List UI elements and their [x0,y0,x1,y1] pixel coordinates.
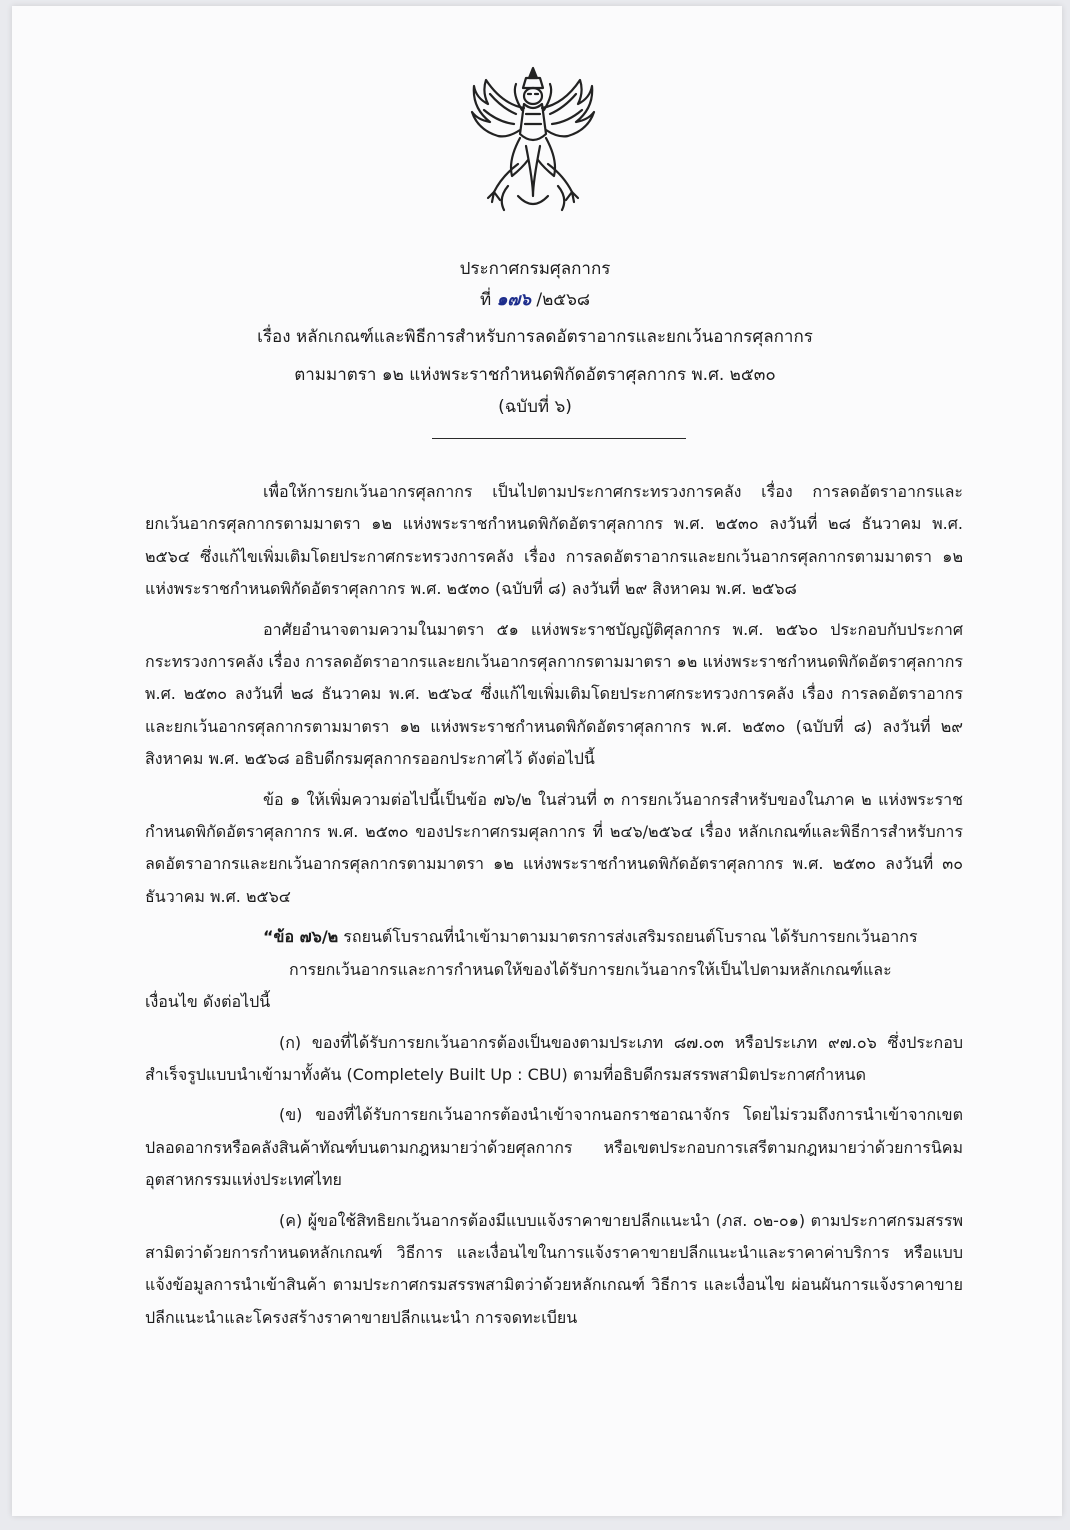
garuda-emblem-icon [468,64,598,214]
clause-76-2-heading: “ข้อ ๗๖/๒ [263,927,339,947]
document-body [145,476,963,1342]
item-a: (ก) ของที่ได้รับการยกเว้นอากรต้องเป็นของตามประเภท ๘๗.๐๓ หรือประเภท ๙๗.๐๖ ซึ่งประกอบสำเร็จรูปแบบนำเข้ามาทั้งคัน (Completely Built Up : CBU) ตามที่อธิบดีกรมสรรพสามิตประกาศกำหนด [145,1032,963,1084]
handwritten-number: ๑๗๖ [496,290,531,310]
paragraph-authority: อาศัยอำนาจตามความในมาตรา ๕๑ แห่งพระราชบัญญัติศุลกากร พ.ศ. ๒๕๖๐ ประกอบกับประกาศกระทรวงการคลัง เรื่อง การลดอัตราอากรและยกเว้นอากรศุลกากรตามมาตรา ๑๒ แห่งพระราชกำหนดพิกัดอัตราศุลกากร พ.ศ. ๒๕๓๐ ลงวันที่ ๒๘ ธันวาคม พ.ศ. ๒๕๖๔ ซึ่งแก้ไขเพิ่มเติมโดยประกาศกระทรวงการคลัง เรื่อง การลดอัตราอากรและยกเว้นอากรศุลกากรตามมาตรา ๑๒ แห่งพระราชกำหนดพิกัดอัตราศุลกากร พ.ศ. ๒๕๓๐ (ฉบับที่ ๘) ลงวันที่ ๒๙ สิงหาคม พ.ศ. ๒๕๖๘ อธิบดีกรมศุลกากรออกประกาศไว้ ดังต่อไปนี้ [145,619,963,769]
paragraph-preamble: เพื่อให้การยกเว้นอากรศุลกากร เป็นไปตามประกาศกระทรวงการคลัง เรื่อง การลดอัตราอากรและยกเว้นอากรศุลกากรตามมาตรา ๑๒ แห่งพระราชกำหนดพิกัดอัตราศุลกากร พ.ศ. ๒๕๓๐ ลงวันที่ ๒๘ ธันวาคม พ.ศ. ๒๕๖๔ ซึ่งแก้ไขเพิ่มเติมโดยประกาศกระทรวงการคลัง เรื่อง การลดอัตราอากรและยกเว้นอากรศุลกากรตามมาตรา ๑๒ แห่งพระราชกำหนดพิกัดอัตราศุลกากร พ.ศ. ๒๕๓๐ (ฉบับที่ ๘) ลงวันที่ ๒๙ สิงหาคม พ.ศ. ๒๕๖๘ [145,482,963,599]
edition-label: (ฉบับที่ ๖) [498,397,572,417]
clause-76-2-line-3: เงื่อนไข ดังต่อไปนี้ [145,992,271,1012]
paragraph-clause-1: ข้อ ๑ ให้เพิ่มความต่อไปนี้เป็นข้อ ๗๖/๒ ในส่วนที่ ๓ การยกเว้นอากรสำหรับของในภาค ๒ แห่งพระราชกำหนดพิกัดอัตราศุลกากร พ.ศ. ๒๕๓๐ ของประกาศกรมศุลกากร ที่ ๒๔๖/๒๕๖๔ เรื่อง หลักเกณฑ์และพิธีการสำหรับการลดอัตราอากรและยกเว้นอากรศุลกากรตามมาตรา ๑๒ แห่งพระราชกำหนดพิกัดอัตราศุลกากร พ.ศ. ๒๕๓๐ ลงวันที่ ๓๐ ธันวาคม พ.ศ. ๒๕๖๔ [145,789,963,906]
clause-76-2-line-2: การยกเว้นอากรและการกำหนดให้ของได้รับการยกเว้นอากรให้เป็นไปตามหลักเกณฑ์และ [289,959,892,979]
clause-76-2-line-1 [145,921,963,953]
item-c: (ค) ผู้ขอใช้สิทธิยกเว้นอากรต้องมีแบบแจ้งราคาขายปลีกแนะนำ (ภส. ๐๒-๐๑) ตามประกาศกรมสรรพสามิตว่าด้วยการกำหนดหลักเกณฑ์ วิธีการ และเงื่อนไขในการแจ้งราคาขายปลีกแนะนำและราคาค่าบริการ หรือแบบแจ้งข้อมูลการนำเข้าสินค้า ตามประกาศกรมสรรพสามิตว่าด้วยหลักเกณฑ์ วิธีการ และเงื่อนไข ผ่อนผันการแจ้งราคาขายปลีกแนะนำและโครงสร้างราคาขายปลีกแนะนำ การจดทะเบียน [145,1210,963,1327]
number-suffix: /๒๕๖๘ [530,290,591,310]
announcement-title: ประกาศกรมศุลกากร [459,259,611,279]
item-b: (ข) ของที่ได้รับการยกเว้นอากรต้องนำเข้าจากนอกราชอาณาจักร โดยไม่รวมถึงการนำเข้าจากเขตปลอดอากรหรือคลังสินค้าทัณฑ์บนตามกฎหมายว่าด้วยศุลกากร หรือเขตประกอบการเสรีตามกฎหมายว่าด้วยการนิคมอุตสาหกรรมแห่งประเทศไทย [145,1105,963,1190]
subject-line-2: ตามมาตรา ๑๒ แห่งพระราชกำหนดพิกัดอัตราศุลกากร พ.ศ. ๒๕๓๐ [294,365,776,385]
announcement-number [0,287,1070,313]
number-prefix: ที่ [479,290,497,310]
subject-line-1: เรื่อง หลักเกณฑ์และพิธีการสำหรับการลดอัตราอากรและยกเว้นอากรศุลกากร [257,327,813,347]
clause-76-2-text: รถยนต์โบราณที่นำเข้ามาตามมาตรการส่งเสริมรถยนต์โบราณ ได้รับการยกเว้นอากร [338,927,918,947]
header-divider [432,438,686,439]
